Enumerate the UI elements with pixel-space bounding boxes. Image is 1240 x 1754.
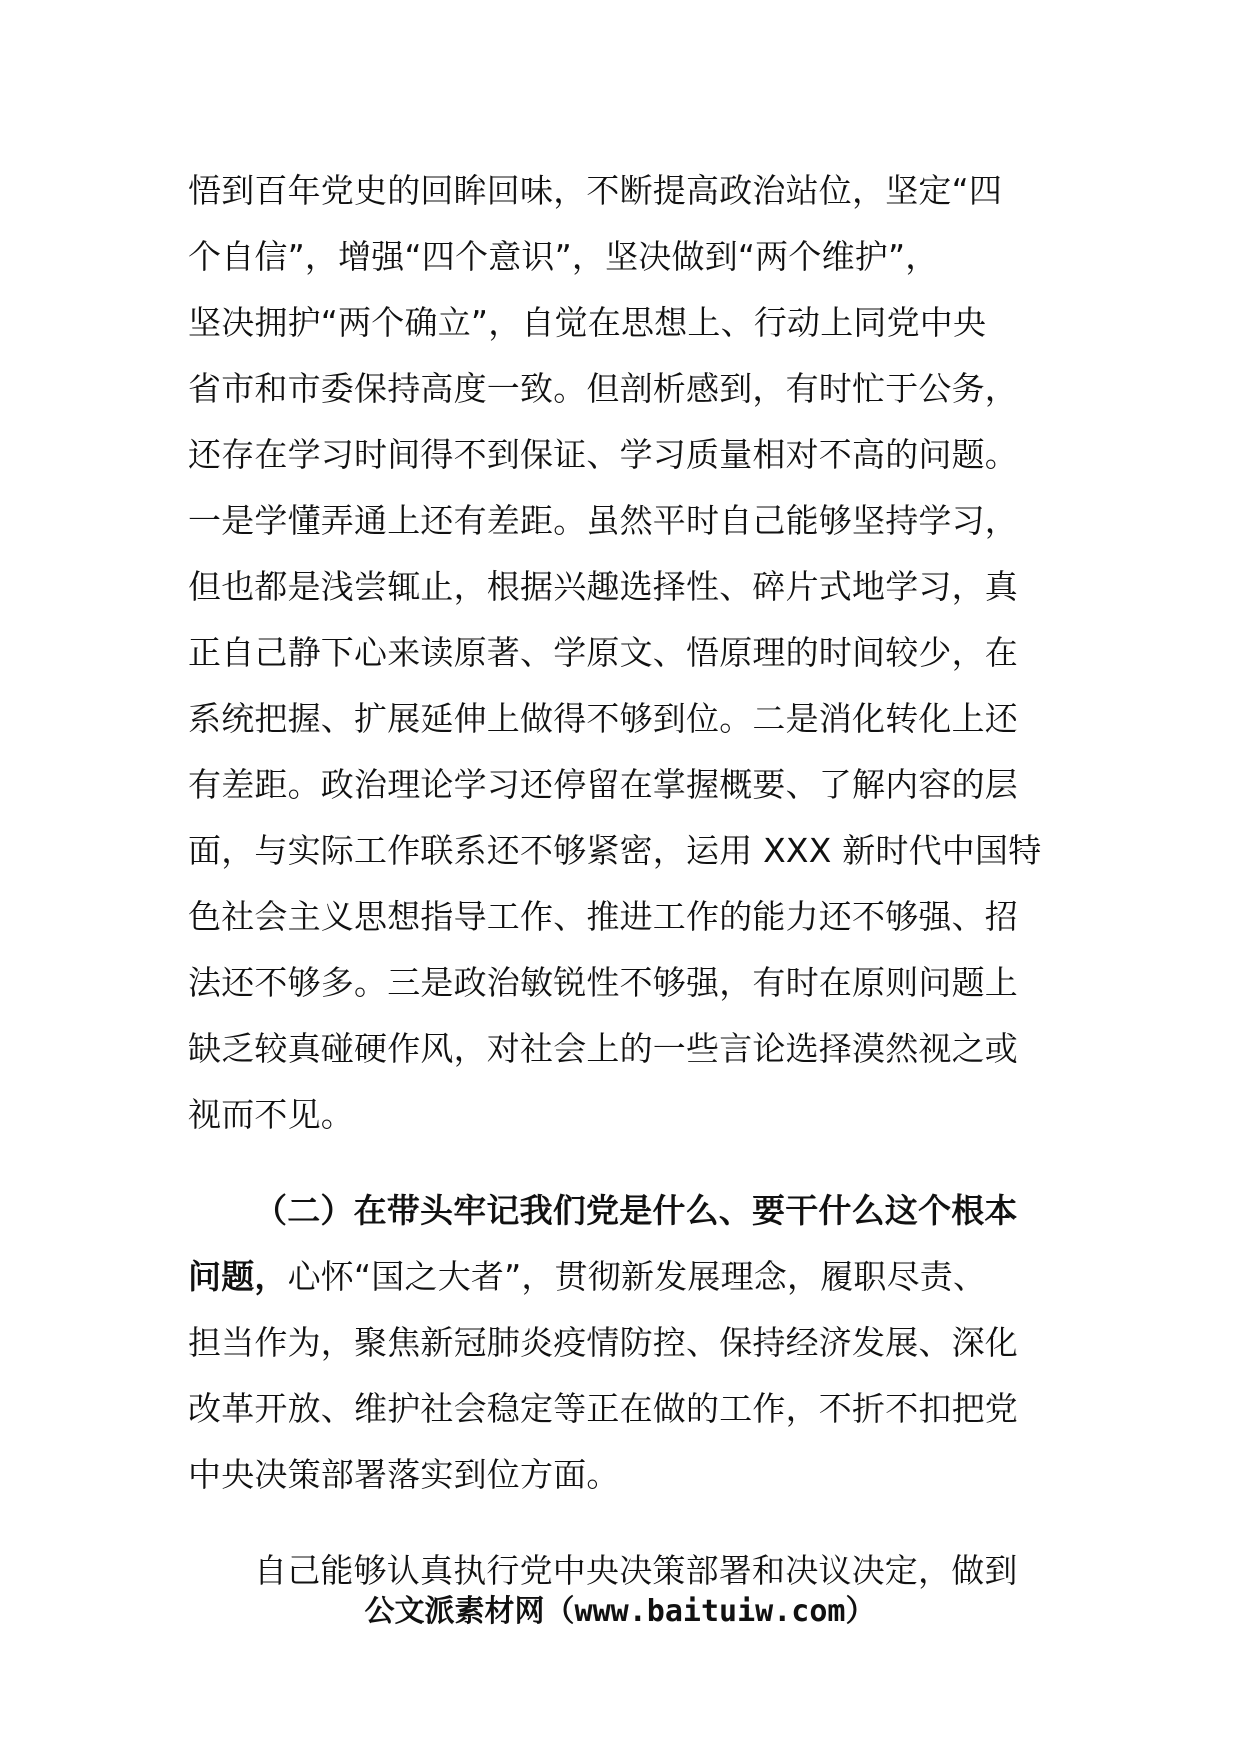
text-line: 坚决拥护“两个确立”，自觉在思想上、行动上同党中央	[188, 303, 987, 342]
text-line: 自己能够认真执行党中央决策部署和决议决定，做到	[254, 1551, 1018, 1590]
paragraph-spacer	[188, 1508, 1058, 1538]
text-line: 视而不见。	[188, 1095, 354, 1134]
text-line: 个自信”，增强“四个意识”，坚决做到“两个维护”，	[188, 237, 939, 276]
section-heading-end: 问题，	[188, 1257, 288, 1296]
text-line: 但也都是浅尝辄止，根据兴趣选择性、碎片式地学习，真	[188, 567, 1018, 606]
text-line: 缺乏较真碰硬作风，对社会上的一些言论选择漠然视之或	[188, 1029, 1018, 1068]
text-line: 担当作为，聚焦新冠肺炎疫情防控、保持经济发展、深化	[188, 1323, 1018, 1362]
section-heading: （二）在带头牢记我们党是什么、要干什么这个根本	[254, 1191, 1018, 1230]
text-line: 面，与实际工作联系还不够紧密，运用 XXX 新时代中国特	[188, 831, 1042, 870]
text-line: 改革开放、维护社会稳定等正在做的工作，不折不扣把党	[188, 1389, 1018, 1428]
paragraph-1	[188, 158, 1058, 1148]
page-footer	[0, 1592, 1240, 1632]
text-line: 色社会主义思想指导工作、推进工作的能力还不够强、招	[188, 897, 1018, 936]
footer-url: （www.baituiw.com）	[544, 1594, 876, 1629]
footer-site-name: 公文派素材网	[364, 1594, 545, 1629]
text-line: 悟到百年党史的回眸回味，不断提高政治站位，坚定“四	[188, 171, 1003, 210]
text-line: 有差距。政治理论学习还停留在掌握概要、了解内容的层	[188, 765, 1018, 804]
text-line: 系统把握、扩展延伸上做得不够到位。二是消化转化上还	[188, 699, 1018, 738]
paragraph-spacer	[188, 1148, 1058, 1178]
text-line: 一是学懂弄通上还有差距。虽然平时自己能够坚持学习，	[188, 501, 1018, 540]
text-line: 省市和市委保持高度一致。但剖析感到，有时忙于公务，	[188, 369, 1018, 408]
text-line: 法还不够多。三是政治敏锐性不够强，有时在原则问题上	[188, 963, 1018, 1002]
section-2	[188, 1178, 1058, 1508]
section-heading-continuation: 心怀“国之大者”，贯彻新发展理念，履职尽责、	[287, 1257, 987, 1296]
text-line: 正自己静下心来读原著、学原文、悟原理的时间较少，在	[188, 633, 1018, 672]
text-line: 还存在学习时间得不到保证、学习质量相对不高的问题。	[188, 435, 1018, 474]
text-line	[188, 1244, 1058, 1310]
document-body	[188, 158, 1058, 1604]
text-line: 中央决策部署落实到位方面。	[188, 1455, 620, 1494]
